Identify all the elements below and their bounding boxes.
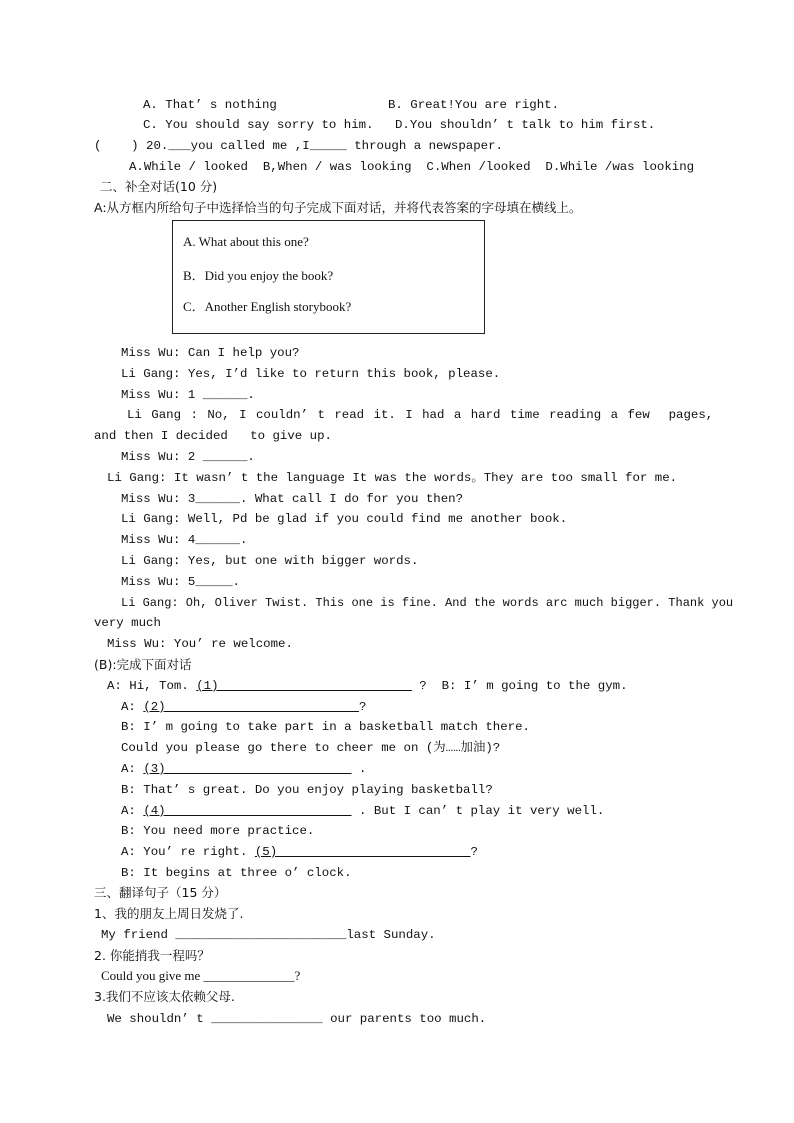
dialogue-a-line: Li Gang: Well, Pd be glad if you could find me another book. — [121, 512, 568, 526]
dialogue-a-line: Li Gang : No, I couldn’ t read it. I had a hard time reading a few pages, — [127, 408, 714, 422]
dialogue-a-line: Li Gang: It wasn’ t the language It was the words。They are too small for me. — [107, 471, 678, 485]
options-box — [172, 220, 485, 334]
section2-title: 二、补全对话(10 分) — [100, 179, 218, 194]
q19-option-a: A. That’ s nothing — [143, 98, 277, 112]
dialogue-a-line: Li Gang: Yes, I’d like to return this book, please. — [121, 367, 501, 381]
section2-part-a-instruction: A:从方框内所给句子中选择恰当的句子完成下面对话，并将代表答案的字母填在横线上。 — [94, 200, 582, 215]
section2-part-b-title: (B):完成下面对话 — [94, 657, 192, 672]
box-option-b: B．Did you enjoy the book? — [183, 268, 334, 283]
dialogue-b-line-6: B: That’ s great. Do you enjoy playing basketball? — [121, 783, 493, 797]
dialogue-b-line-7: A: (4) . But I can’ t play it very well. — [121, 804, 605, 818]
dialogue-a-line: Miss Wu: You’ re welcome. — [107, 637, 293, 651]
box-option-c: C．Another English storybook? — [183, 299, 352, 314]
box-option-a: A. What about this one? — [183, 234, 309, 249]
blank-4[interactable]: (4) — [143, 804, 352, 818]
dialogue-a-line: Li Gang: Yes, but one with bigger words. — [121, 554, 419, 568]
q20-question: ( ) 20.___you called me ,I_____ through a newspaper. — [94, 139, 503, 153]
dialogue-b-line-2: A: (2) ? — [121, 700, 367, 714]
blank-3[interactable]: (3) — [143, 762, 352, 776]
dialogue-a-line: and then I decided to give up. — [94, 429, 332, 443]
dialogue-a-line: Miss Wu: Can I help you? — [121, 346, 300, 360]
dialogue-a-line: Miss Wu: 2 ______. — [121, 450, 255, 464]
dialogue-b-line-9: A: You’ re right. (5) ? — [121, 845, 478, 859]
dialogue-a-line: very much — [94, 616, 161, 630]
section3-q3-zh: 3.我们不应该太依赖父母. — [94, 989, 235, 1004]
section3-title: 三、翻译句子（15 分） — [94, 885, 227, 900]
dialogue-a-line: Miss Wu: 4______. — [121, 533, 248, 547]
q19-option-b: B. Great!You are right. — [388, 98, 560, 112]
dialogue-a-line: Miss Wu: 1 ______. — [121, 388, 255, 402]
dialogue-a-line: Miss Wu: 5_____. — [121, 575, 240, 589]
blank-1[interactable]: (1) — [196, 679, 412, 693]
blank-5[interactable]: (5) — [254, 845, 471, 859]
section3-q1-en: My friend _______________________last Sunday. — [101, 928, 436, 942]
section3-q2-zh: 2. 你能捎我一程吗？ — [94, 948, 210, 963]
section3-q2-en: Could you give me ______________? — [101, 968, 301, 983]
dialogue-b-line-1: A: Hi, Tom. (1) ? B: I’ m going to the gym. — [107, 679, 628, 693]
dialogue-b-line-4: Could you please go there to cheer me on (为……加油)? — [121, 741, 501, 755]
dialogue-b-line-3: B: I’ m going to take part in a basketball match there. — [121, 720, 530, 734]
dialogue-b-line-5: A: (3) . — [121, 762, 367, 776]
q19-option-c: C. You should say sorry to him. — [143, 118, 374, 132]
dialogue-a-line: Miss Wu: 3______. What call I do for you then? — [121, 492, 464, 506]
dialogue-b-line-8: B: You need more practice. — [121, 824, 315, 838]
q20-options: A.While / looked B,When / was looking C.When /looked D.While /was looking — [129, 160, 695, 174]
section3-q1-zh: 1、我的朋友上周日发烧了. — [94, 906, 244, 921]
dialogue-b-line-10: B: It begins at three o’ clock. — [121, 866, 352, 880]
dialogue-a-line: Li Gang: Oh, Oliver Twist. This one is fine. And the words arc much bigger. Thank you — [121, 596, 734, 610]
blank-2[interactable]: (2) — [143, 700, 359, 714]
section3-q3-en: We shouldn’ t _______________ our parents too much. — [107, 1012, 487, 1026]
q19-option-d: D.You shouldn’ t talk to him first. — [395, 118, 656, 132]
